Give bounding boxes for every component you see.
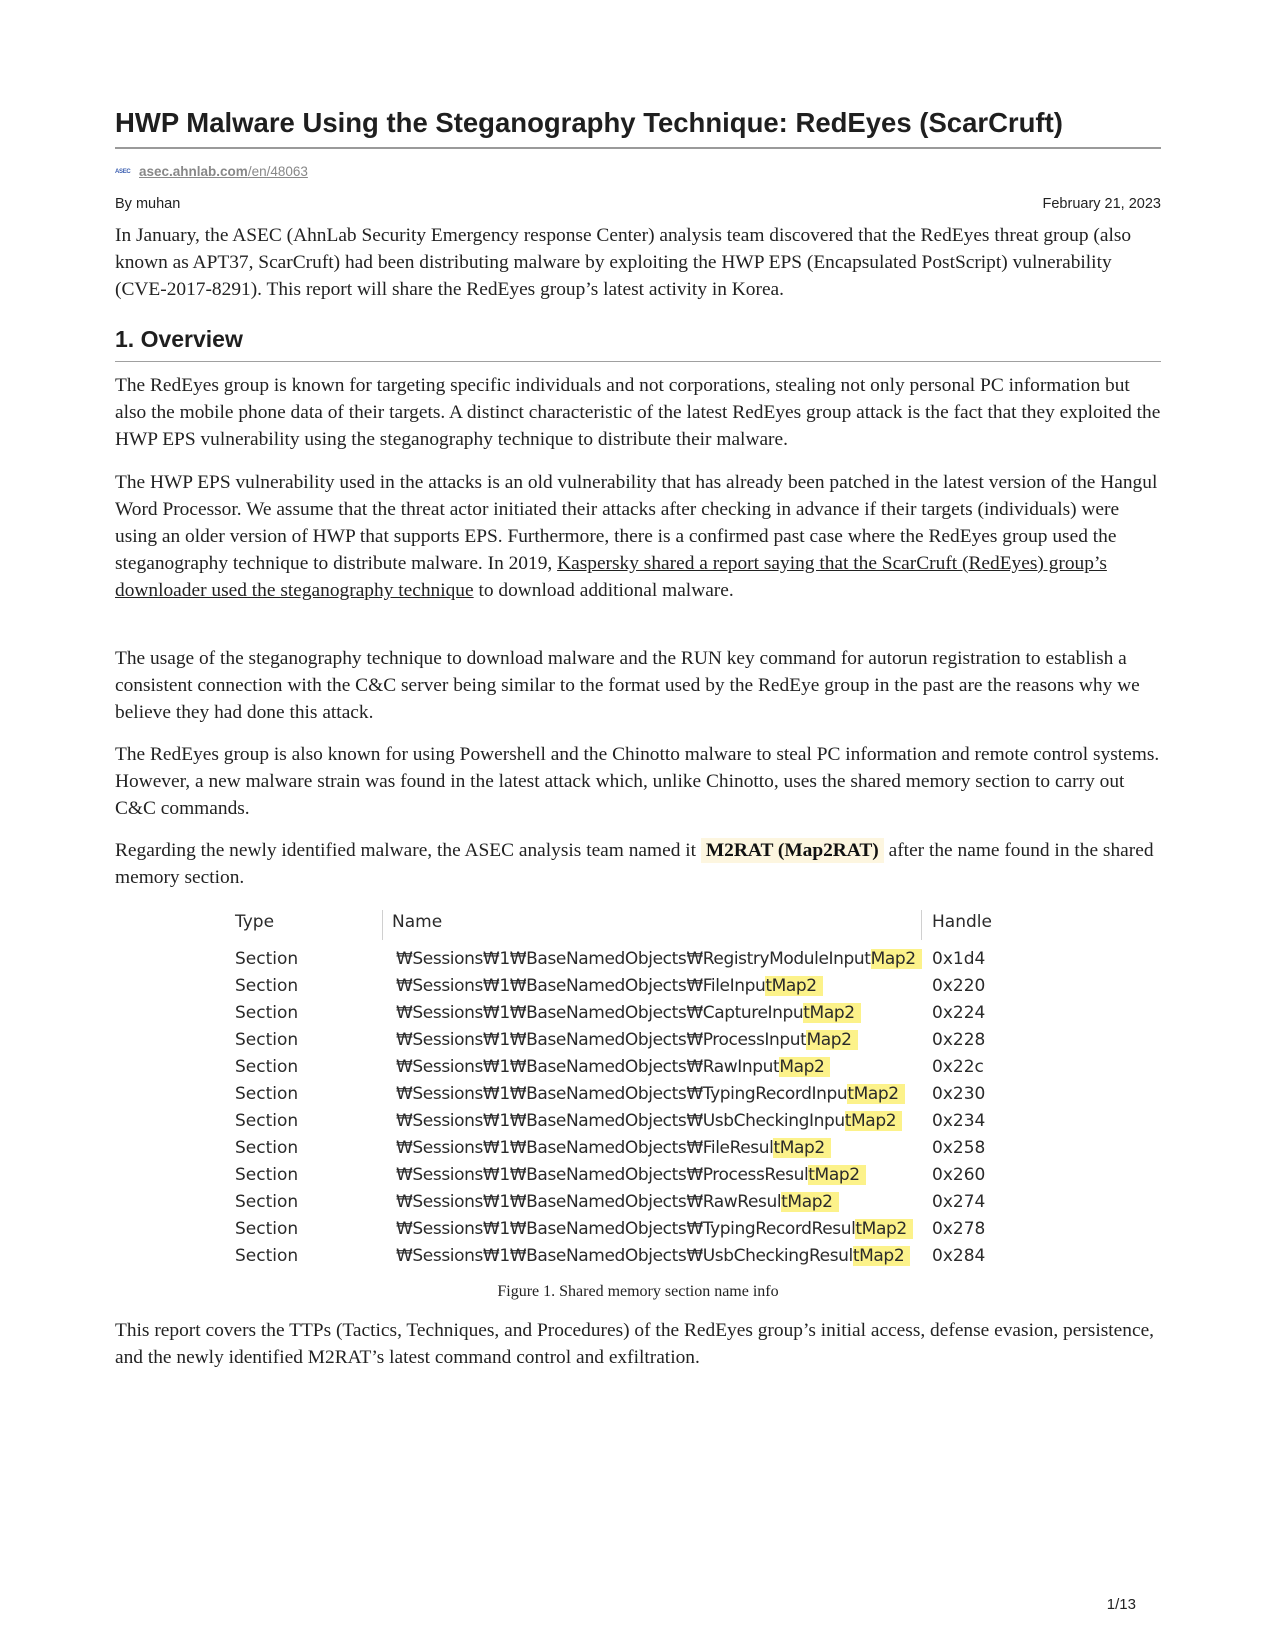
row-type: Section [235,1246,299,1266]
table-row [235,1216,1055,1243]
row-name: ₩Sessions₩1₩BaseNamedObjects₩UsbCheckingResultMap2 [396,1243,910,1270]
row-handle: 0x230 [932,1084,986,1104]
row-type: Section [235,1192,299,1212]
table-row [235,1108,1055,1135]
row-name: ₩Sessions₩1₩BaseNamedObjects₩CaptureInputMap2 [396,1000,861,1027]
figure-table-rows [235,946,1055,1270]
header-type: Type [235,912,275,932]
row-type: Section [235,1138,299,1158]
map2-highlight: tMap2 [773,1138,830,1158]
table-row [235,1162,1055,1189]
map2-highlight: tMap2 [765,976,822,996]
table-row [235,946,1055,973]
row-handle: 0x224 [932,1003,986,1023]
row-name: ₩Sessions₩1₩BaseNamedObjects₩RegistryModuleInputMap2 [396,946,922,973]
row-type: Section [235,1084,299,1104]
map2-highlight: Map2 [806,1030,857,1050]
map2-highlight: Map2 [779,1057,830,1077]
kaspersky-report-link[interactable]: Kaspersky shared a report saying that the ScarCruft (RedEyes) group’s downloader used the steganography technique [115,553,1107,601]
row-name: ₩Sessions₩1₩BaseNamedObjects₩FileInputMap2 [396,973,823,1000]
map2-highlight: tMap2 [845,1111,902,1131]
map2-highlight: tMap2 [781,1192,838,1212]
row-handle: 0x260 [932,1165,986,1185]
row-type: Section [235,1219,299,1239]
author: By muhan [115,196,181,212]
row-type: Section [235,1165,299,1185]
table-row [235,1081,1055,1108]
shared-memory-figure [235,910,1055,1290]
publish-date: February 21, 2023 [1042,196,1161,212]
closing-paragraph: This report covers the TTPs (Tactics, Techniques, and Procedures) of the RedEyes group’s initial access, defense evasion, persistence, and the newly identified M2RAT’s latest command control and exfiltration. [115,1320,1155,1368]
overview-paragraph-3: The usage of the steganography technique to download malware and the RUN key command for autorun registration to establish a consistent connection with the C&C server being similar to the format used by the RedEye group in the past are the reasons why we believe they had done this attack. [115,648,1140,723]
map2-highlight: tMap2 [847,1084,904,1104]
table-row [235,1189,1055,1216]
map2-highlight: tMap2 [853,1246,910,1266]
section-heading-overview: 1. Overview [115,326,243,352]
table-row [235,1027,1055,1054]
m2rat-highlight: M2RAT (Map2RAT) [701,838,884,863]
column-separator [382,910,383,940]
row-name: ₩Sessions₩1₩BaseNamedObjects₩UsbCheckingInputMap2 [396,1108,902,1135]
header-name: Name [392,912,443,932]
table-row [235,1054,1055,1081]
row-name: ₩Sessions₩1₩BaseNamedObjects₩ProcessResultMap2 [396,1162,866,1189]
row-type: Section [235,1111,299,1131]
row-name: ₩Sessions₩1₩BaseNamedObjects₩ProcessInputMap2 [396,1027,858,1054]
row-handle: 0x258 [932,1138,986,1158]
overview-paragraph-4: The RedEyes group is also known for using Powershell and the Chinotto malware to steal PC information and remote control systems. However, a new malware strain was found in the latest attack which, unlike Chinotto, uses the shared memory section to carry out C&C commands. [115,744,1160,819]
overview-paragraph-1: The RedEyes group is known for targeting specific individuals and not corporations, stealing not only personal PC information but also the mobile phone data of their targets. A distinct characteristic of the latest RedEyes group attack is the fact that they exploited the HWP EPS vulnerability using the steganography technique to distribute their malware. [115,375,1161,450]
row-type: Section [235,976,299,996]
row-type: Section [235,1030,299,1050]
row-name: ₩Sessions₩1₩BaseNamedObjects₩RawInputMap2 [396,1054,830,1081]
map2-highlight: tMap2 [808,1165,865,1185]
site-favicon-icon: ASEC [115,168,131,175]
row-type: Section [235,1003,299,1023]
row-handle: 0x228 [932,1030,986,1050]
page-number: 1/13 [1106,1596,1136,1613]
intro-paragraph: In January, the ASEC (AhnLab Security Emergency response Center) analysis team discovered that the RedEyes threat group (also known as APT37, ScarCruft) had been distributing malware by exploiting the HWP EPS (Encapsulated PostScript) vulnerability (CVE-2017-8291). This report will share the RedEyes group’s latest activity in Korea. [115,225,1132,300]
title-divider [115,147,1161,149]
row-name: ₩Sessions₩1₩BaseNamedObjects₩TypingRecordResultMap2 [396,1216,913,1243]
row-handle: 0x220 [932,976,986,996]
table-row [235,973,1055,1000]
row-handle: 0x22c [932,1057,984,1077]
row-handle: 0x1d4 [932,949,986,969]
row-type: Section [235,1057,299,1077]
map2-highlight: tMap2 [803,1003,860,1023]
row-type: Section [235,949,299,969]
row-name: ₩Sessions₩1₩BaseNamedObjects₩TypingRecordInputMap2 [396,1081,905,1108]
row-name: ₩Sessions₩1₩BaseNamedObjects₩RawResultMap2 [396,1189,839,1216]
article-title: HWP Malware Using the Steganography Technique: RedEyes (ScarCruft) [115,107,1063,138]
figure-table-header [235,910,1055,940]
row-handle: 0x284 [932,1246,986,1266]
table-row [235,1135,1055,1162]
row-handle: 0x274 [932,1192,986,1212]
byline [115,196,1161,212]
row-handle: 0x234 [932,1111,986,1131]
table-row [235,1243,1055,1270]
row-name: ₩Sessions₩1₩BaseNamedObjects₩FileResultMap2 [396,1135,831,1162]
header-handle: Handle [932,912,992,932]
map2-highlight: Map2 [871,949,922,969]
section-divider [115,361,1161,362]
overview-paragraph-2: The HWP EPS vulnerability used in the attacks is an old vulnerability that has already been patched in the latest version of the Hangul Word Processor. We assume that the threat actor initiated their attacks after checking in advance if their targets (individuals) were using an older version of HWP that supports EPS. Furthermore, there is a confirmed past case where the RedEyes group used the steganography technique to distribute malware. In 2019, Kaspersky shared a report saying that the ScarCruft (RedEyes) group’s downloader used the steganography technique to download additional malware. [115,472,1158,601]
figure-caption: Figure 1. Shared memory section name info [497,1283,779,1300]
row-handle: 0x278 [932,1219,986,1239]
source-url-link[interactable]: asec.ahnlab.com/en/48063 [139,164,308,179]
column-separator [921,910,922,940]
overview-paragraph-5: Regarding the newly identified malware, the ASEC analysis team named it M2RAT (Map2RAT) after the name found in the shared memory section. [115,840,1154,888]
source-link-row [115,164,308,179]
table-row [235,1000,1055,1027]
map2-highlight: tMap2 [855,1219,912,1239]
